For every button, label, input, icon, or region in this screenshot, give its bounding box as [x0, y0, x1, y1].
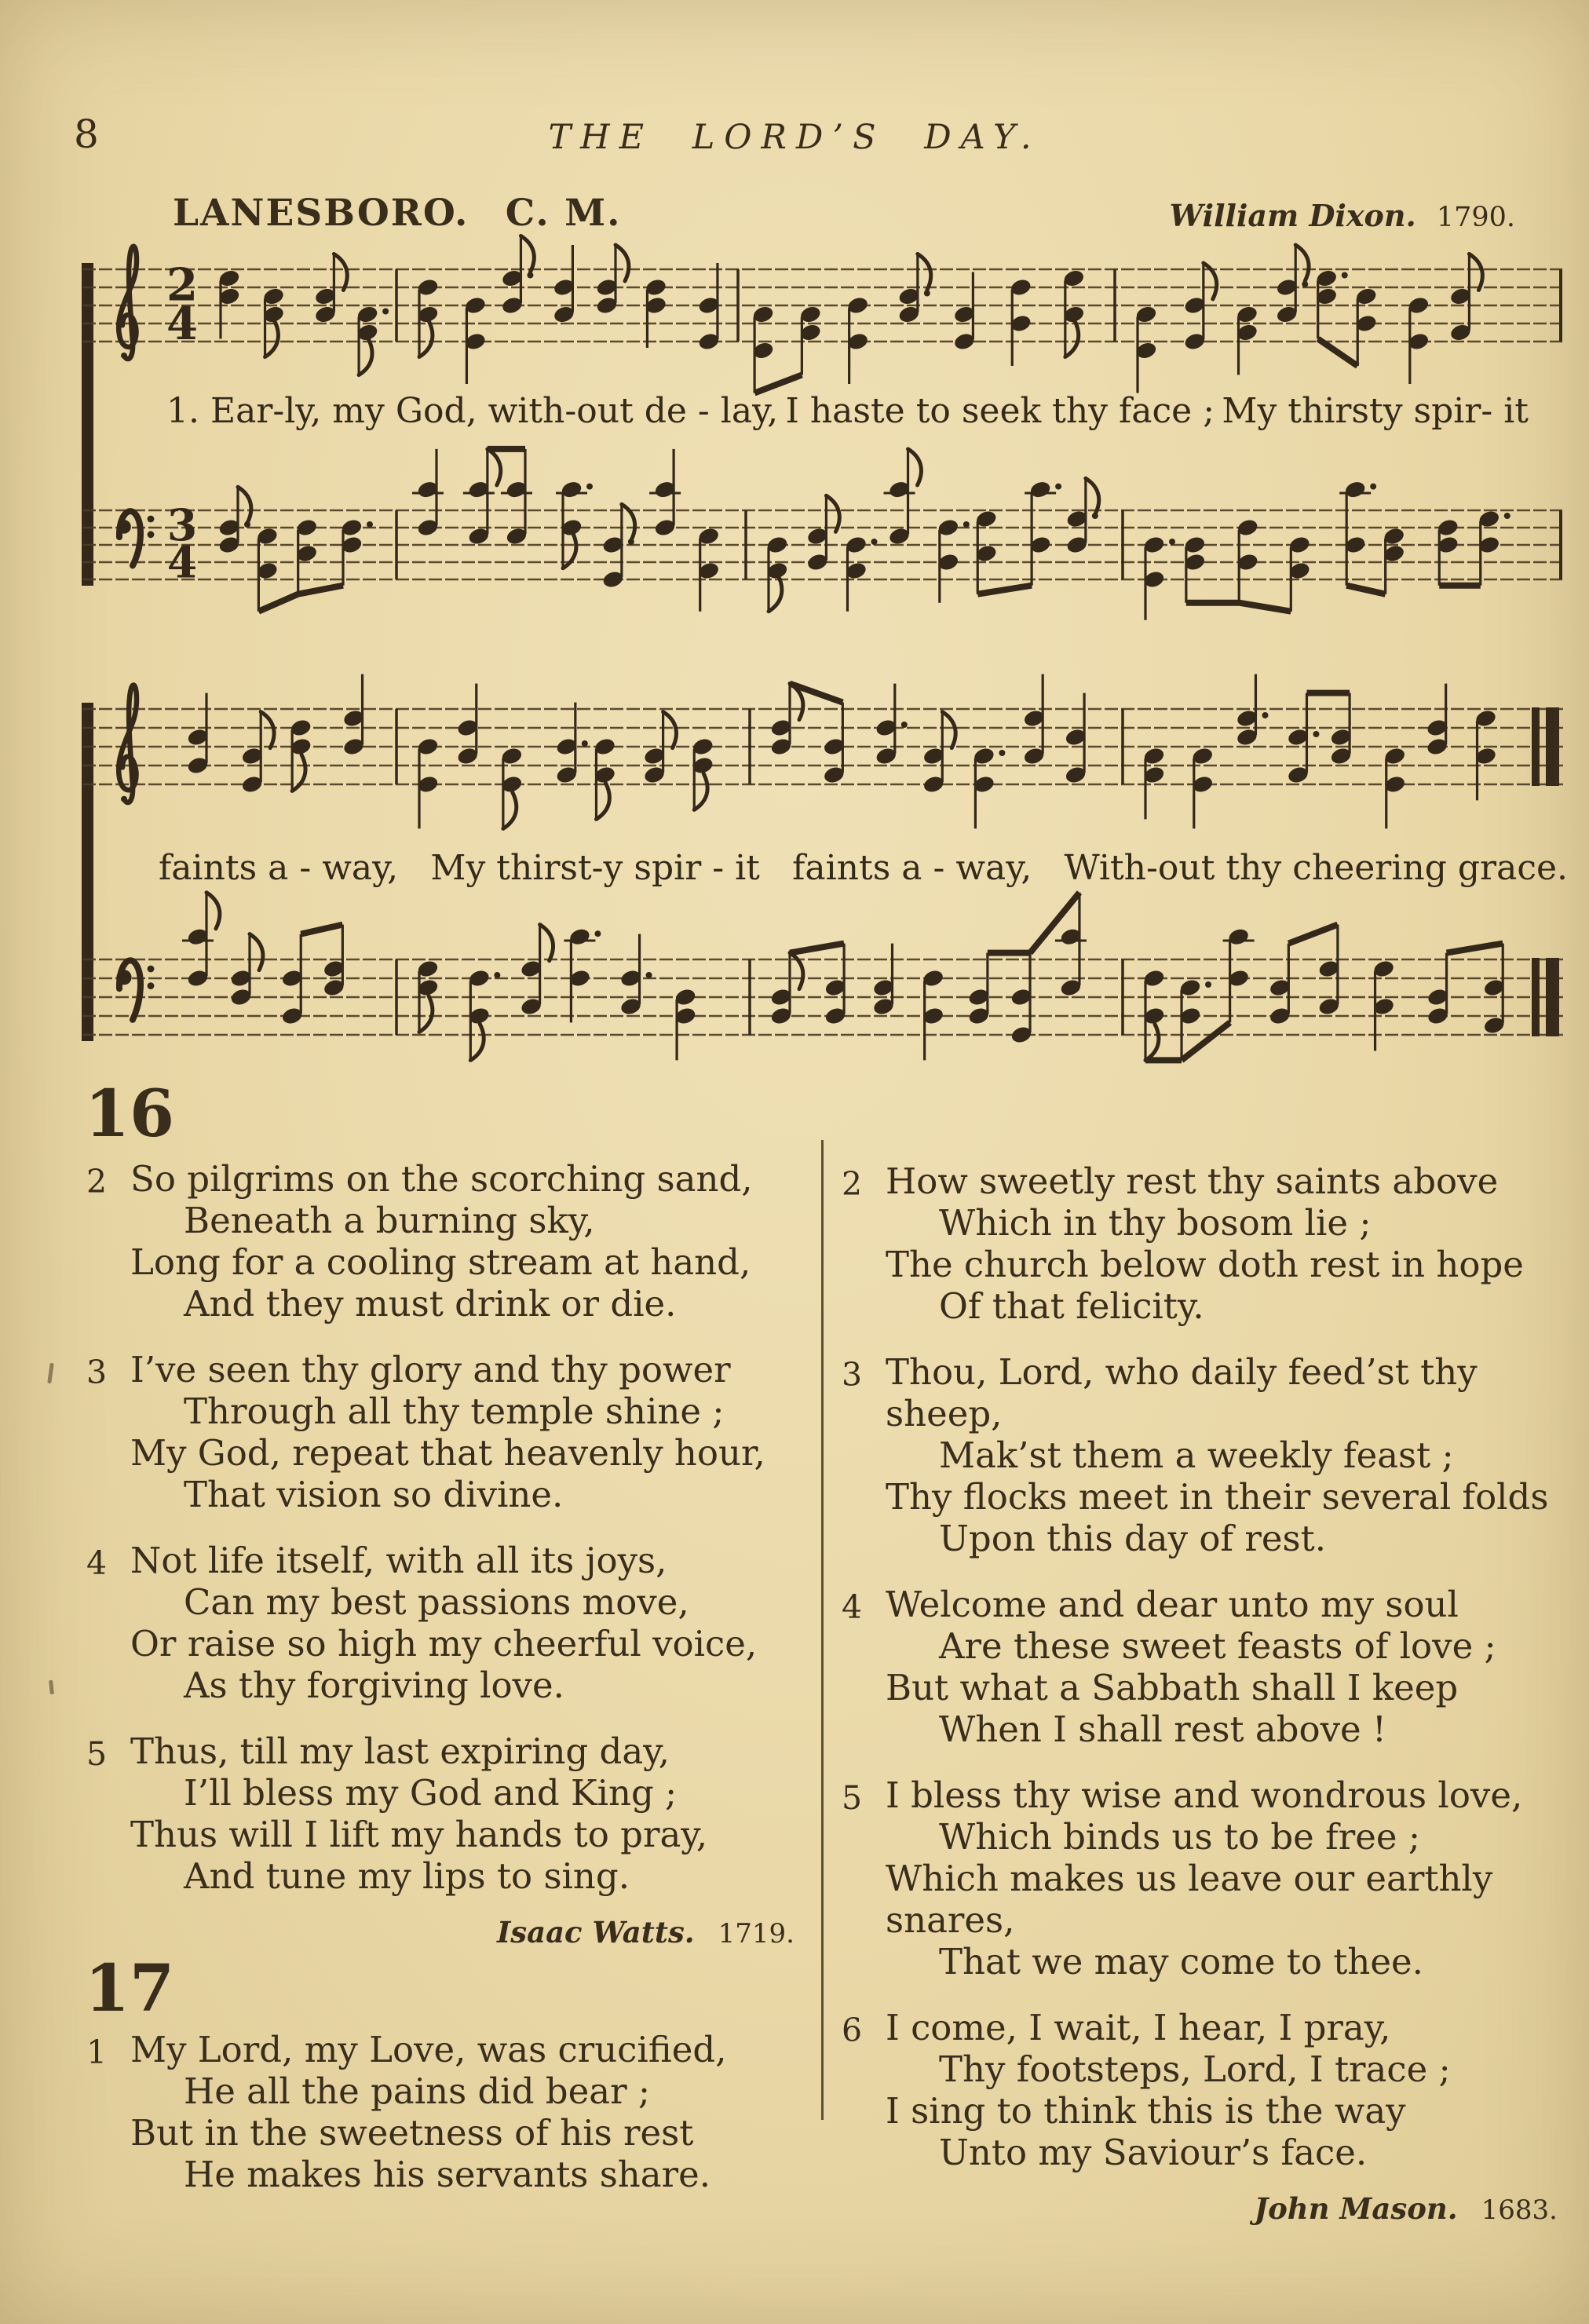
composer-year: 1790. [1436, 202, 1515, 233]
attribution-year: 1683. [1481, 2194, 1558, 2226]
verse-number: 5 [86, 1735, 108, 1774]
attribution-author: John Mason. [1254, 2191, 1458, 2226]
verse [838, 1351, 1584, 1559]
lyric-syllables: faints a - way, [159, 848, 399, 888]
attribution [83, 1912, 794, 1955]
verse-line: Through all thy temple shine ; [184, 1390, 725, 1433]
verse-line: He all the pains did bear ; [184, 2070, 651, 2112]
attribution-author: Isaac Watts. [496, 1915, 695, 1950]
verse-line: Welcome and dear unto my soul [886, 1584, 1459, 1625]
hymn-text-column-right [838, 1082, 1584, 2234]
system-barline [82, 703, 93, 1041]
hymn-number: 17 [85, 1951, 175, 2027]
verse [83, 1158, 821, 1325]
verse-number: 6 [842, 2012, 863, 2049]
verse-line: Which in thy bosom lie ; [939, 1202, 1372, 1244]
attribution [838, 2188, 1558, 2231]
page-number: 8 [74, 111, 99, 157]
verse-number: 3 [86, 1354, 108, 1392]
lyric-line-2 [159, 848, 1568, 888]
verse-line: Are these sweet feasts of love ; [939, 1625, 1496, 1667]
verse-line: And they must drink or die. [184, 1283, 677, 1325]
verse [83, 1730, 821, 1897]
lyric-syllables: My thirsty spir- it [1222, 391, 1529, 431]
verse [838, 1584, 1584, 1750]
verse-line: Or raise so high my cheerful voice, [130, 1623, 758, 1665]
attribution-year: 1719. [718, 1918, 794, 1950]
verse-line: My Lord, my Love, was crucified, [130, 2028, 727, 2070]
verse-line: And tune my lips to sing. [184, 1855, 630, 1898]
verse-line: Thus, till my last expiring day, [130, 1730, 670, 1773]
verse-line: Thus will I lift my hands to pray, [130, 1814, 708, 1856]
staff [82, 674, 1566, 829]
verse-number: 2 [842, 1165, 863, 1203]
composer-name: William Dixon. [1169, 198, 1416, 233]
staff [82, 449, 1562, 620]
staff [82, 893, 1566, 1061]
verse-line: Long for a cooling stream at hand, [130, 1241, 751, 1284]
verse-line: Unto my Saviour’s face. [939, 2132, 1368, 2173]
verse-line: I bless thy wise and wondrous love, [886, 1774, 1523, 1816]
verse-number: 4 [86, 1544, 108, 1583]
verse-line: Thy footsteps, Lord, I trace ; [939, 2048, 1451, 2090]
time-signature: 2 [166, 258, 199, 312]
verse-line: But in the sweetness of his rest [130, 2111, 694, 2154]
verse-number: 5 [842, 1779, 863, 1817]
verse-line: Thou, Lord, who daily feed’st thy sheep, [886, 1351, 1478, 1434]
lyric-syllables: With-out thy cheering grace. [1064, 848, 1568, 888]
verse-line: I sing to think this is the way [886, 2090, 1406, 2132]
running-title: THE LORD’S DAY. [548, 118, 1041, 157]
verse [83, 2029, 821, 2195]
verse-line: Which binds us to be free ; [939, 1816, 1420, 1858]
hymn-number: 16 [85, 1076, 175, 1152]
verse-line: When I shall rest above ! [939, 1708, 1387, 1750]
lyric-syllables: faints a - way, [792, 848, 1032, 888]
lyric-syllables: 1. Ear-ly, my God, with-out de - lay, [166, 391, 779, 431]
verse-line: Beneath a burning sky, [184, 1200, 595, 1242]
music-notation [0, 0, 1589, 1099]
verse-line: That vision so divine. [184, 1474, 564, 1516]
final-barline [1532, 958, 1540, 1036]
final-barline [1532, 707, 1540, 786]
verse [83, 1540, 821, 1706]
system-barline [82, 263, 93, 586]
verse-number: 3 [842, 1356, 863, 1394]
final-barline [1546, 707, 1559, 786]
verse-line: That we may come to thee. [939, 1941, 1423, 1982]
tune-meter: C. M. [505, 192, 622, 235]
lyric-line-1 [166, 391, 1529, 431]
bass-clef-icon [117, 511, 154, 565]
verse-number: 2 [86, 1163, 108, 1201]
time-signature: 3 [166, 499, 198, 550]
final-barline [1546, 958, 1559, 1036]
verse-line: He makes his servants share. [184, 2153, 711, 2195]
verse-line: But what a Sabbath shall I keep [886, 1667, 1459, 1708]
verse-number: 4 [842, 1588, 863, 1626]
verse-line: Can my best passions move, [184, 1581, 689, 1624]
verse-line: Thy flocks meet in their several folds [886, 1476, 1549, 1518]
verse-line: Mak’st them a weekly feast ; [939, 1434, 1454, 1476]
verse [838, 1160, 1584, 1327]
ink-speck [47, 1363, 54, 1383]
lyric-syllables: My thirst-y spir - it [430, 848, 760, 888]
verse [838, 2007, 1584, 2173]
verse-number: 1 [86, 2033, 108, 2071]
hymn-text-column-left [83, 1076, 821, 2220]
tune-name: LANESBORO. [173, 192, 469, 235]
time-signature: 4 [166, 536, 198, 588]
lyric-syllables: I haste to seek thy face ; [785, 391, 1215, 431]
verse-line: How sweetly rest thy saints above [886, 1160, 1499, 1202]
verse-line: Which makes us leave our earthly snares, [886, 1858, 1493, 1941]
verse-line: I come, I wait, I hear, I pray, [886, 2007, 1391, 2048]
verse-line: Of that felicity. [939, 1285, 1204, 1327]
verse-line: I’ve seen thy glory and thy power [130, 1349, 731, 1391]
verse-line: So pilgrims on the scorching sand, [130, 1158, 753, 1200]
verse [83, 1349, 821, 1515]
verse [838, 1774, 1584, 1982]
verse-line: The church below doth rest in hope [886, 1244, 1524, 1285]
verse-line: Upon this day of rest. [939, 1518, 1327, 1559]
time-signature: 4 [166, 297, 199, 351]
verse-line: I’ll bless my God and King ; [184, 1772, 678, 1814]
verse-line: My God, repeat that heavenly hour, [130, 1432, 765, 1474]
verse-line: As thy forgiving love. [184, 1664, 564, 1707]
column-divider [821, 1140, 824, 2120]
staff [82, 236, 1562, 393]
bass-clef-icon [116, 960, 154, 1020]
ink-speck [49, 1680, 54, 1694]
verse-line: Not life itself, with all its joys, [130, 1540, 667, 1582]
